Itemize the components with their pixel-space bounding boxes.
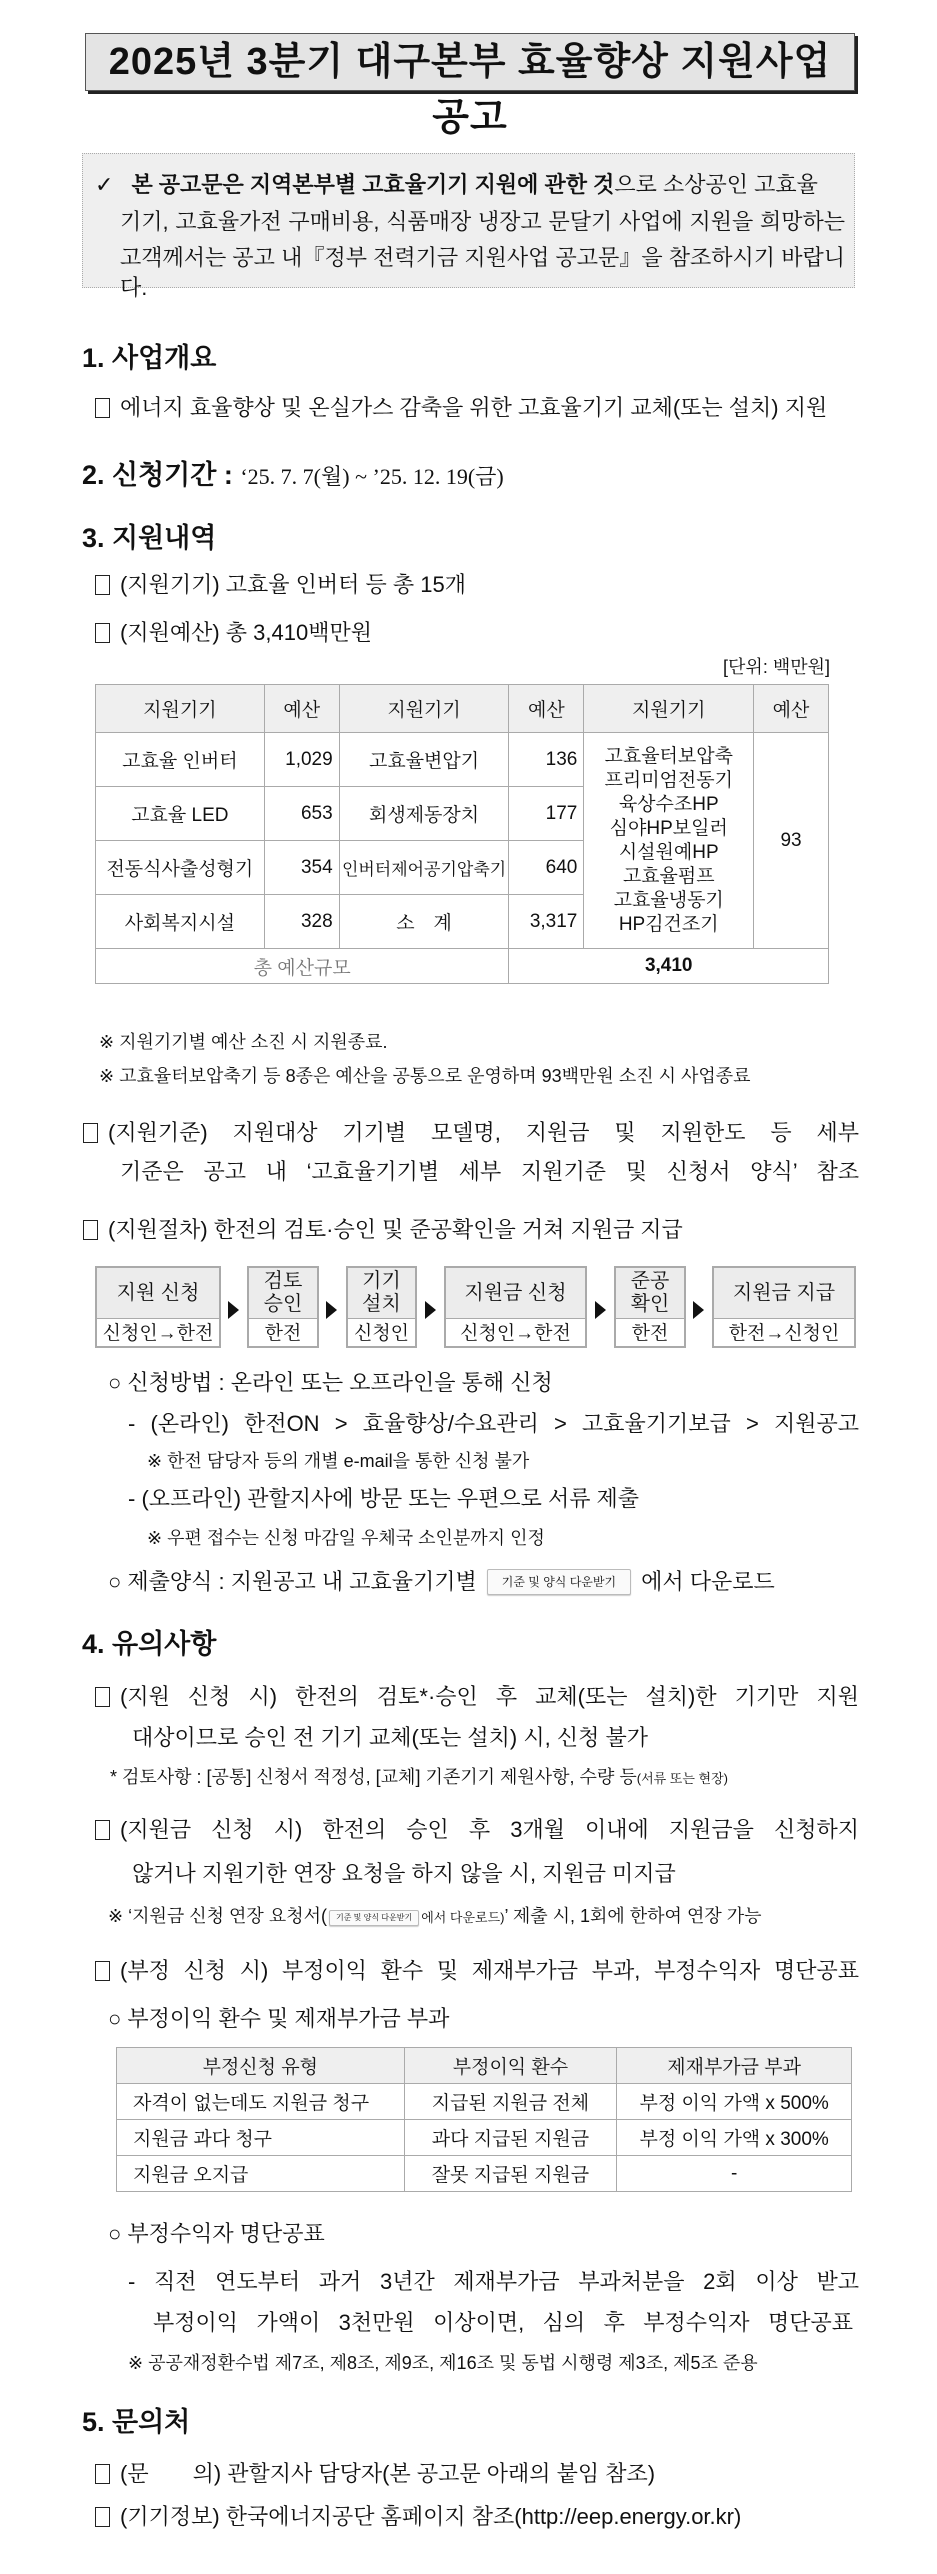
penalty-table xyxy=(116,2047,852,2192)
publish-line-2: 부정이익 가액이 3천만원 이상이면, 심의 후 부정수익자 명단공표 xyxy=(153,2310,853,2335)
cell: 1,029 xyxy=(264,733,339,787)
flow-step-6 xyxy=(712,1266,856,1348)
checkbox-icon xyxy=(95,575,110,595)
fraud-sub: ○ 부정이익 환수 및 제재부가금 부과 xyxy=(108,2006,450,2031)
flow-step-actor: 한전 xyxy=(631,1323,669,1344)
contact-item xyxy=(95,2459,655,2489)
table-row xyxy=(117,2156,852,2192)
table-row xyxy=(117,2084,852,2120)
ext-text: ※ ‘지원금 신청 연장 요청서( xyxy=(108,1906,327,1926)
header-cell: 제재부가금 부과 xyxy=(617,2048,852,2084)
checkbox-icon xyxy=(95,2464,110,2484)
table-row xyxy=(117,2120,852,2156)
claim-caution-line-1 xyxy=(95,1815,859,1845)
extension-note xyxy=(108,1901,762,1933)
table-header-row xyxy=(117,2048,852,2084)
checkbox-icon xyxy=(95,398,110,418)
s3-devices xyxy=(95,570,466,600)
claim-caution-line-2: 않거나 지원기한 연장 요청을 하지 않을 시, 지원금 미지급 xyxy=(132,1861,676,1886)
arrow-right-icon xyxy=(326,1301,337,1319)
cell: 사회복지시설 xyxy=(96,895,265,949)
review-note-text: * 검토사항 : [공통] 신청서 적정성, [교체] 기존기기 제원사항, 수량 등 xyxy=(110,1767,637,1787)
apply-caution-line-2: 대상이므로 승인 전 기기 교체(또는 설치) 시, 신청 불가 xyxy=(132,1725,648,1750)
notice-text: 으로 소상공인 고효율 xyxy=(614,172,818,197)
device-info-item xyxy=(95,2502,741,2532)
contact-text: (문 의) 관할지사 담당자(본 공고문 아래의 붙임 참조) xyxy=(120,2461,656,2486)
fraud-text: (부정 신청 시) 부정이익 환수 및 제재부가금 부과, 부정수익자 명단공표 xyxy=(120,1958,859,1983)
s3-budget xyxy=(95,618,372,648)
apply-caution-text: (지원 신청 시) 한전의 검토*·승인 후 교체(또는 설치)한 기기만 지원 xyxy=(120,1684,859,1709)
flow-step-actor: 한전 xyxy=(264,1323,302,1344)
submission-form xyxy=(108,1567,775,1597)
cell: 전동식사출성형기 xyxy=(96,841,265,895)
review-note-small: (서류 또는 현장) xyxy=(636,1771,728,1786)
table-row xyxy=(96,733,829,787)
notice-bold: 본 공고문은 지역본부별 고효율기기 지원에 관한 것 xyxy=(131,172,615,197)
cell: 136 xyxy=(509,733,584,787)
procedure xyxy=(83,1215,683,1245)
cell: 653 xyxy=(264,787,339,841)
cell: 부정 이익 가액 x 500% xyxy=(617,2084,852,2120)
flow-step-actor: 신청인 xyxy=(353,1323,410,1344)
s1-item-text: 에너지 효율향상 및 온실가스 감축을 위한 고효율기기 교체(또는 설치) 지원 xyxy=(120,395,828,420)
arrow-right-icon xyxy=(425,1301,436,1319)
offline-route: - (오프라인) 관할지사에 방문 또는 우편으로 서류 제출 xyxy=(128,1486,640,1511)
cell: 640 xyxy=(509,841,584,895)
publish-line-1: - 직전 연도부터 과거 3년간 제재부가금 부과처분을 2회 이상 받고 xyxy=(128,2269,859,2294)
flow-step-1 xyxy=(95,1266,221,1348)
s2-label: 2. 신청기간 : xyxy=(82,460,233,490)
header-cell: 예산 xyxy=(264,685,339,733)
criteria-line-2: 기준은 공고 내 ‘고효율기기별 세부 지원기준 및 신청서 양식’ 참조 xyxy=(120,1159,859,1184)
total-value: 3,410 xyxy=(509,949,829,984)
online-route: - (온라인) 한전ON > 효율향상/수요관리 > 고효율기기보급 > 지원공고 xyxy=(128,1411,859,1436)
cell: 인버터제어공기압축기 xyxy=(339,841,509,895)
group-budget-cell: 93 xyxy=(754,733,829,949)
total-label: 총 예산규모 xyxy=(96,949,509,984)
flow-step-4 xyxy=(444,1266,587,1348)
arrow-right-icon xyxy=(693,1301,704,1319)
cell: 3,317 xyxy=(509,895,584,949)
s3-devices-text: (지원기기) 고효율 인버터 등 총 15개 xyxy=(120,572,466,597)
checkbox-icon xyxy=(95,2507,110,2527)
cell: 고효율변압기 xyxy=(339,733,509,787)
flow-step-title: 지원금 지급 xyxy=(714,1268,854,1319)
flow-step-actor: 한전→신청인 xyxy=(728,1323,840,1344)
procedure-text: (지원절차) 한전의 검토·승인 및 준공확인을 거쳐 지원금 지급 xyxy=(108,1217,683,1242)
flow-step-2 xyxy=(247,1266,319,1348)
flow-step-actor: 신청인→한전 xyxy=(460,1323,571,1344)
apply-method: ○ 신청방법 : 온라인 또는 오프라인을 통해 신청 xyxy=(108,1370,553,1395)
ext-text: ’ 제출 시, 1회에 한하여 연장 가능 xyxy=(504,1906,762,1926)
cell: 잘못 지급된 지원금 xyxy=(404,2156,617,2192)
cell: 회생제동장치 xyxy=(339,787,509,841)
checkbox-icon xyxy=(83,1220,98,1240)
note-1: ※ 지원기기별 예산 소진 시 지원종료. xyxy=(99,1032,388,1052)
application-period: ‘25. 7. 7(월) ~ ’25. 12. 19(금) xyxy=(240,464,504,489)
fraud-caution xyxy=(95,1956,859,1986)
checkbox-icon xyxy=(95,623,110,643)
page-title: 2025년 3분기 대구본부 효율향상 지원사업 공고 xyxy=(85,33,855,91)
header-cell: 부정이익 환수 xyxy=(404,2048,617,2084)
claim-caution-text: (지원금 신청 시) 한전의 승인 후 3개월 이내에 지원금을 신청하지 xyxy=(120,1817,859,1842)
group-items-cell: 고효율터보압축 프리미엄전동기 육상수조HP 심야HP보일러 시설원예HP 고효율펌프 고효율냉동기 HP김건조기 xyxy=(584,733,754,949)
flow-step-5 xyxy=(614,1266,686,1348)
flow-step-title: 지원 신청 xyxy=(97,1268,219,1319)
criteria-text: (지원기준) 지원대상 기기별 모델명, 지원금 및 지원한도 등 세부 xyxy=(108,1120,859,1145)
table-header-row xyxy=(96,685,829,733)
cell: 소 계 xyxy=(339,895,509,949)
section-3-heading: 3. 지원내역 xyxy=(82,523,217,553)
criteria-line-1 xyxy=(83,1118,859,1148)
s1-item xyxy=(95,393,855,423)
cell: 부정 이익 가액 x 300% xyxy=(617,2120,852,2156)
checkbox-icon xyxy=(95,1820,110,1840)
section-4-heading: 4. 유의사항 xyxy=(82,1629,217,1659)
s3-budget-text: (지원예산) 총 3,410백만원 xyxy=(120,620,372,645)
cell: 354 xyxy=(264,841,339,895)
flow-step-title: 지원금 신청 xyxy=(446,1268,585,1319)
notice-line-2: 기기, 고효율가전 구매비용, 식품매장 냉장고 문달기 사업에 지원을 희망하는 xyxy=(120,209,845,234)
checkbox-icon xyxy=(83,1123,98,1143)
cell: 고효율 LED xyxy=(96,787,265,841)
download-extension-form-button[interactable]: 기준 및 양식 다운받기 xyxy=(329,1910,419,1926)
download-forms-button[interactable]: 기준 및 양식 다운받기 xyxy=(487,1569,631,1595)
review-note xyxy=(110,1762,728,1794)
header-cell: 지원기기 xyxy=(339,685,509,733)
cell: 177 xyxy=(509,787,584,841)
section-5-heading: 5. 문의처 xyxy=(82,2407,191,2437)
cell: - xyxy=(617,2156,852,2192)
header-cell: 예산 xyxy=(754,685,829,733)
section-2-heading xyxy=(82,458,504,494)
cell: 지원금 오지급 xyxy=(117,2156,405,2192)
unit-label: [단위: 백만원] xyxy=(723,657,830,677)
flow-step-title: 준공 확인 xyxy=(616,1268,684,1319)
flow-step-actor: 신청인→한전 xyxy=(102,1323,214,1344)
device-info-text[interactable]: (기기정보) 한국에너지공단 홈페이지 참조(http://eep.energy.or.kr) xyxy=(120,2504,742,2529)
section-1-heading: 1. 사업개요 xyxy=(82,343,217,373)
cell: 과다 지급된 지원금 xyxy=(404,2120,617,2156)
law-note: ※ 공공재정환수법 제7조, 제8조, 제9조, 제16조 및 동법 시행령 제3조, 제5조 준용 xyxy=(128,2353,758,2373)
arrow-right-icon xyxy=(228,1301,239,1319)
notice-line-1 xyxy=(95,170,843,200)
cell: 지원금 과다 청구 xyxy=(117,2120,405,2156)
publish-heading: ○ 부정수익자 명단공표 xyxy=(108,2221,325,2246)
check-icon: ✓ xyxy=(95,172,114,197)
flow-step-title: 검토 승인 xyxy=(249,1268,317,1319)
cell: 328 xyxy=(264,895,339,949)
checkbox-icon xyxy=(95,1687,110,1707)
flow-step-title: 기기 설치 xyxy=(348,1268,415,1319)
form-text: ○ 제출양식 : 지원공고 내 고효율기기별 xyxy=(108,1569,477,1594)
arrow-right-icon xyxy=(595,1301,606,1319)
cell: 자격이 없는데도 지원금 청구 xyxy=(117,2084,405,2120)
header-cell: 예산 xyxy=(509,685,584,733)
checkbox-icon xyxy=(95,1961,110,1981)
header-cell: 지원기기 xyxy=(96,685,265,733)
online-note: ※ 한전 담당자 등의 개별 e-mail을 통한 신청 불가 xyxy=(147,1451,530,1471)
cell: 고효율 인버터 xyxy=(96,733,265,787)
form-text: 에서 다운로드 xyxy=(641,1569,775,1594)
offline-note: ※ 우편 접수는 신청 마감일 우체국 소인분까지 인정 xyxy=(147,1528,545,1548)
budget-table xyxy=(95,684,829,984)
notice-line-3: 고객께서는 공고 내『정부 전력기금 지원사업 공고문』을 참조하시기 바랍니다. xyxy=(120,245,845,300)
apply-caution-line-1 xyxy=(95,1682,859,1712)
header-cell: 부정신청 유형 xyxy=(117,2048,405,2084)
cell: 지급된 지원금 전체 xyxy=(404,2084,617,2120)
note-2: ※ 고효율터보압축기 등 8종은 예산을 공통으로 운영하며 93백만원 소진 시 사업종료 xyxy=(99,1066,751,1086)
flow-step-3 xyxy=(346,1266,417,1348)
total-row xyxy=(96,949,829,984)
header-cell: 지원기기 xyxy=(584,685,754,733)
ext-text-small: 에서 다운로드) xyxy=(421,1910,505,1925)
